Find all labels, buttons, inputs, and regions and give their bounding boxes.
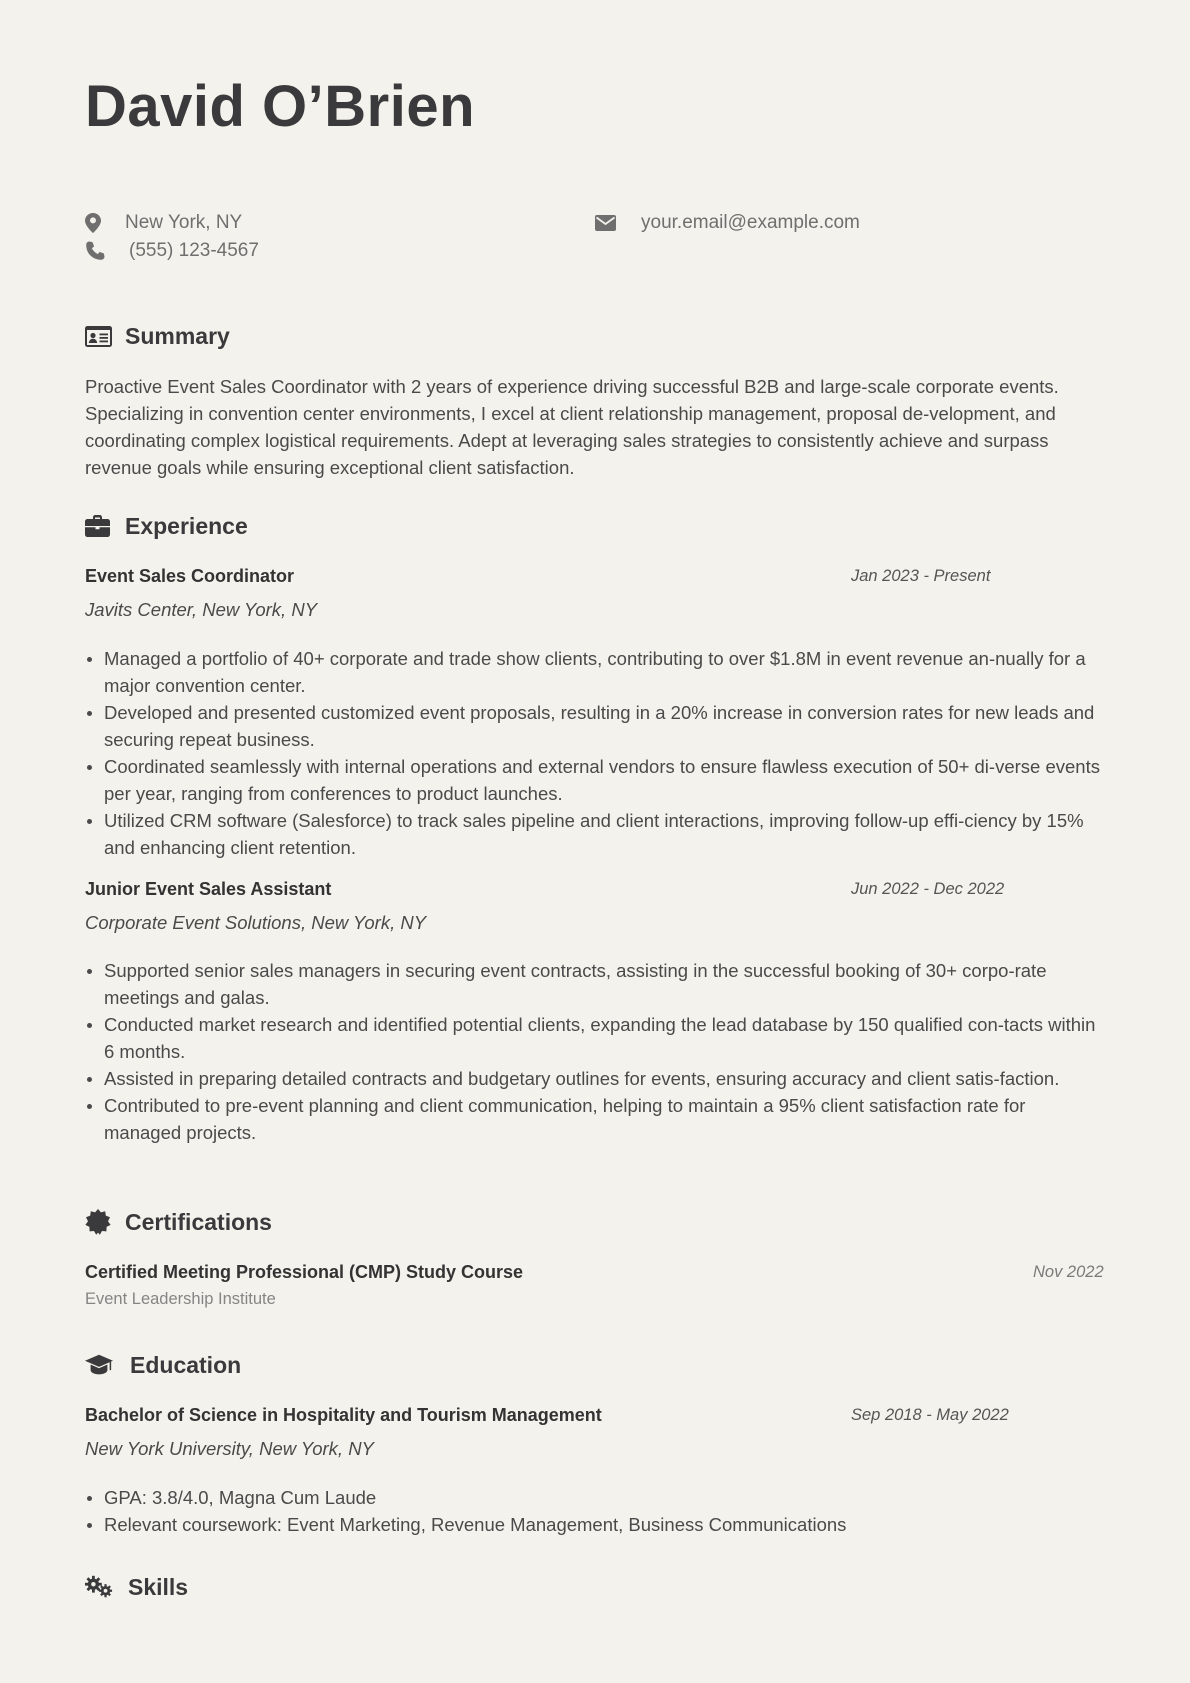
education-dates: Sep 2018 - May 2022 (851, 1406, 1009, 1424)
job-title: Event Sales Coordinator (85, 566, 295, 586)
job-company: Javits Center, New York, NY (85, 599, 318, 620)
certification-name: Certified Meeting Professional (CMP) Study Course (85, 1262, 524, 1282)
job-dates: Jun 2022 - Dec 2022 (851, 880, 1005, 898)
list-item: Developed and presented customized event proposals, resulting in a 20% increase in conversion rates for new leads and securing repeat business. (85, 699, 1105, 753)
education-bullets (85, 1484, 1105, 1538)
job-title: Junior Event Sales Assistant (85, 879, 332, 899)
email-text[interactable]: your.email@example.com (641, 212, 860, 233)
contact-info (85, 210, 1105, 270)
id-card-icon (85, 322, 113, 350)
envelope-icon (595, 212, 617, 234)
phone-text: (555) 123-4567 (129, 240, 259, 261)
certification-issuer: Event Leadership Institute (85, 1290, 276, 1308)
certification-date: Nov 2022 (1033, 1263, 1104, 1281)
phone-icon (85, 240, 107, 262)
summary-heading (85, 320, 230, 352)
summary-text: Proactive Event Sales Coordinator with 2 years of experience driving successful B2B and large-scale corporate events. Specializing in convention center environments, I excel at client relationship management, proposal de-velopment, and coordinating complex logistical requirements. Adept at leveraging sales strategies to consistently achieve and surpass revenue goals while ensuring exceptional client satisfaction. (85, 376, 1059, 478)
certificate-icon (85, 1208, 113, 1236)
list-item: Conducted market research and identified potential clients, expanding the lead database by 150 qualified con-tacts within 6 months. (85, 1011, 1105, 1065)
skills-title: Skills (128, 1573, 189, 1600)
list-item: Utilized CRM software (Salesforce) to track sales pipeline and client interactions, improving follow-up effi-ciency by 15% and enhancing client retention. (85, 807, 1105, 861)
briefcase-icon (85, 512, 113, 540)
job-company: Corporate Event Solutions, New York, NY (85, 912, 427, 933)
graduation-cap-icon (85, 1351, 113, 1379)
degree-title: Bachelor of Science in Hospitality and Tourism Management (85, 1405, 602, 1425)
list-item: GPA: 3.8/4.0, Magna Cum Laude (85, 1484, 1105, 1511)
contact-phone (85, 238, 259, 264)
list-item: Coordinated seamlessly with internal operations and external vendors to ensure flawless execution of 50+ di-verse events per year, ranging from conferences to product launches. (85, 753, 1105, 807)
job-dates: Jan 2023 - Present (851, 567, 991, 585)
contact-email[interactable] (595, 210, 860, 236)
list-item: Supported senior sales managers in securing event contracts, assisting in the successful booking of 30+ corpo-rate meetings and galas. (85, 957, 1105, 1011)
education-heading (85, 1349, 241, 1381)
school-name: New York University, New York, NY (85, 1438, 374, 1459)
list-item: Assisted in preparing detailed contracts and budgetary outlines for events, ensuring accuracy and client satis-faction. (85, 1065, 1105, 1092)
certifications-title: Certifications (125, 1208, 272, 1235)
map-marker-icon (85, 212, 107, 234)
list-item: Contributed to pre-event planning and client communication, helping to maintain a 95% client satisfaction rate for managed projects. (85, 1092, 1105, 1146)
candidate-name: David O’Brien (85, 74, 476, 139)
location-text: New York, NY (125, 212, 243, 233)
certifications-heading (85, 1206, 272, 1238)
summary-title: Summary (125, 322, 230, 349)
cogs-icon (85, 1573, 113, 1601)
skills-heading (85, 1571, 188, 1603)
experience-title: Experience (125, 512, 248, 539)
job-bullets (85, 957, 1105, 1146)
job-bullets (85, 645, 1105, 861)
contact-location (85, 210, 242, 236)
education-title: Education (130, 1351, 242, 1378)
list-item: Managed a portfolio of 40+ corporate and trade show clients, contributing to over $1.8M in event revenue an-nually for a major convention center. (85, 645, 1105, 699)
experience-heading (85, 510, 248, 542)
list-item: Relevant coursework: Event Marketing, Revenue Management, Business Communications (85, 1511, 1105, 1538)
